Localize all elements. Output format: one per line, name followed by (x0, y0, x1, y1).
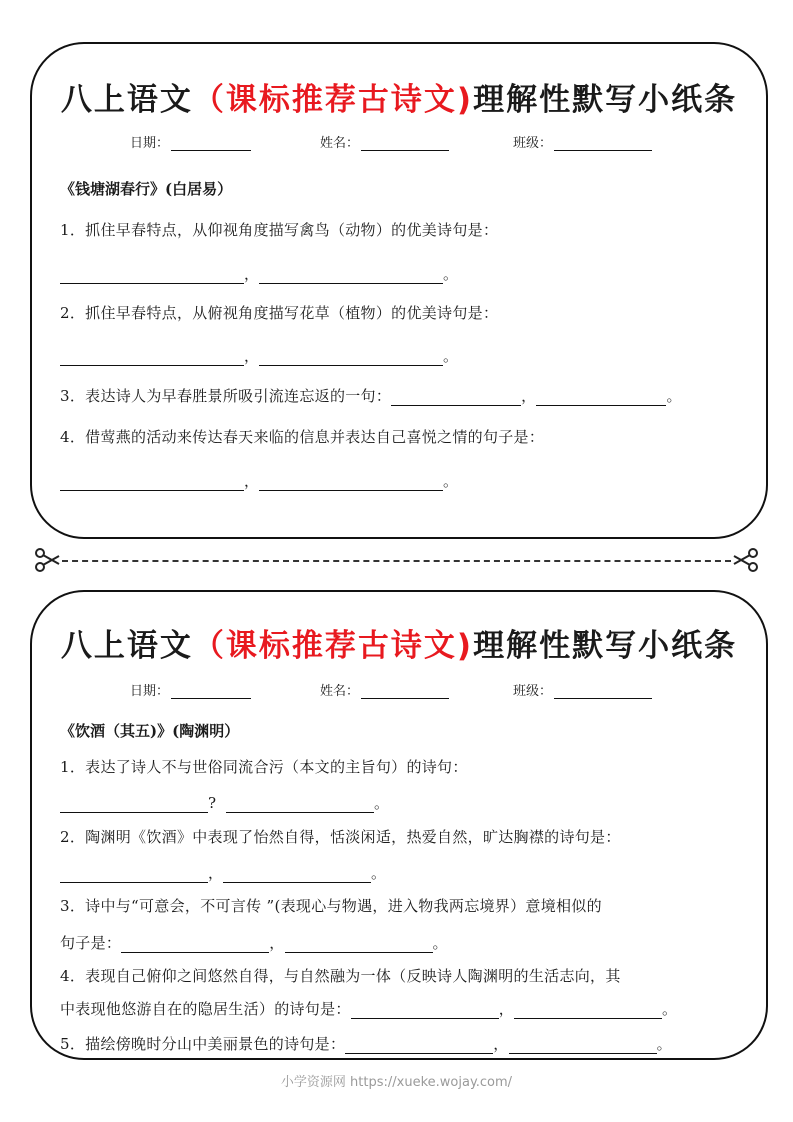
poem-title: 《饮酒（其五)》(陶渊明） (60, 722, 240, 740)
footer-watermark: 小学资源网 https://xueke.wojay.com/ (280, 1075, 513, 1090)
title-part1: 八上语文 (60, 628, 193, 664)
date-label: 日期： (130, 136, 170, 151)
period: 。 (374, 794, 390, 812)
question-5-text: 5．描绘傍晚时分山中美丽景色的诗句是： (60, 1035, 346, 1053)
comma: ， (269, 934, 285, 952)
class-label: 班级： (513, 136, 553, 151)
answer-blank[interactable] (60, 798, 208, 813)
title-part2: （课标推荐古诗文) (192, 82, 474, 118)
name-blank[interactable] (361, 138, 449, 151)
answer-row-2[interactable] (60, 345, 458, 366)
answer-row-4[interactable] (60, 470, 458, 491)
date-blank[interactable] (171, 686, 251, 699)
comma: ， (493, 1035, 509, 1053)
question-4: 4．借莺燕的活动来传达春天来临的信息并表达自己喜悦之情的句子是： (60, 428, 545, 446)
comma: ， (244, 265, 260, 283)
period: 。 (666, 387, 682, 405)
name-field[interactable] (320, 680, 449, 699)
comma: ， (498, 1000, 515, 1018)
question-2: 2．陶渊明《饮酒》中表现了怡然自得，恬淡闲适，热爱自然，旷达胸襟的诗句是： (60, 828, 621, 846)
date-field[interactable] (130, 132, 251, 151)
name-field[interactable] (320, 132, 449, 151)
comma: ， (244, 472, 260, 490)
title-part2: （课标推荐古诗文) (192, 628, 474, 664)
comma: ， (208, 864, 224, 882)
question-3-text: 3．表达诗人为早春胜景所吸引流连忘返的一句： (60, 387, 392, 405)
answer-blank[interactable] (60, 868, 208, 883)
question-3-cont[interactable] (60, 932, 448, 953)
date-blank[interactable] (171, 138, 251, 151)
question-1: 1．表达了诗人不与世俗同流合污（本文的主旨句）的诗句： (60, 758, 468, 776)
answer-blank[interactable] (391, 391, 521, 406)
name-label: 姓名： (320, 136, 360, 151)
dashed-line (62, 560, 731, 562)
worksheet-card-2 (30, 590, 768, 1060)
comma: ， (244, 347, 260, 365)
name-label: 姓名： (320, 684, 360, 699)
question-1: 1．抓住早春特点，从仰视角度描写禽鸟（动物）的优美诗句是： (60, 221, 499, 239)
answer-blank[interactable] (259, 476, 443, 491)
answer-blank[interactable] (121, 938, 269, 953)
poem-title: 《钱塘湖春行》(白居易） (60, 180, 233, 198)
period: 。 (662, 1000, 678, 1018)
worksheet-card-1 (30, 42, 768, 539)
question-3-text: 句子是： (60, 934, 122, 952)
date-label: 日期： (130, 684, 170, 699)
class-blank[interactable] (554, 138, 652, 151)
question-3: 3．诗中与“可意会，不可言传 ”(表现心与物遇，进入物我两忘境界）意境相似的 (60, 897, 602, 915)
answer-blank[interactable] (60, 351, 244, 366)
question-4: 4．表现自己俯仰之间悠然自得，与自然融为一体（反映诗人陶渊明的生活志向，其 (60, 967, 621, 985)
class-label: 班级： (513, 684, 553, 699)
class-field[interactable] (513, 680, 652, 699)
answer-blank[interactable] (60, 476, 244, 491)
period: 。 (656, 1035, 672, 1053)
answer-blank[interactable] (509, 1039, 657, 1054)
title-part1: 八上语文 (60, 82, 193, 118)
period: 。 (432, 934, 448, 952)
period: 。 (443, 265, 459, 283)
scissors-icon (34, 547, 60, 573)
comma: ， (521, 387, 537, 405)
answer-blank[interactable] (226, 798, 374, 813)
answer-blank[interactable] (259, 351, 443, 366)
answer-blank[interactable] (351, 1004, 499, 1019)
answer-row-1[interactable] (60, 792, 389, 813)
period: 。 (443, 472, 459, 490)
question-mark: ? (208, 794, 217, 812)
title-part3: 理解性默写小纸条 (473, 628, 738, 664)
answer-blank[interactable] (223, 868, 371, 883)
question-2: 2．抓住早春特点，从俯视角度描写花草（植物）的优美诗句是： (60, 304, 499, 322)
answer-blank[interactable] (285, 938, 433, 953)
answer-blank[interactable] (60, 269, 244, 284)
name-blank[interactable] (361, 686, 449, 699)
question-4-text: 中表现他悠游自在的隐居生活）的诗句是： (60, 1000, 351, 1018)
class-blank[interactable] (554, 686, 652, 699)
question-5[interactable] (60, 1033, 672, 1054)
card1-title (32, 74, 766, 119)
answer-row-2[interactable] (60, 862, 386, 883)
date-field[interactable] (130, 680, 251, 699)
question-4-cont[interactable] (60, 998, 677, 1019)
card2-title (32, 620, 766, 665)
period: 。 (443, 347, 459, 365)
title-part3: 理解性默写小纸条 (473, 82, 738, 118)
answer-blank[interactable] (514, 1004, 662, 1019)
answer-blank[interactable] (536, 391, 666, 406)
scissors-icon (733, 547, 759, 573)
question-3[interactable] (60, 385, 682, 406)
answer-blank[interactable] (345, 1039, 493, 1054)
answer-row-1[interactable] (60, 263, 458, 284)
class-field[interactable] (513, 132, 652, 151)
period: 。 (371, 864, 387, 882)
answer-blank[interactable] (259, 269, 443, 284)
